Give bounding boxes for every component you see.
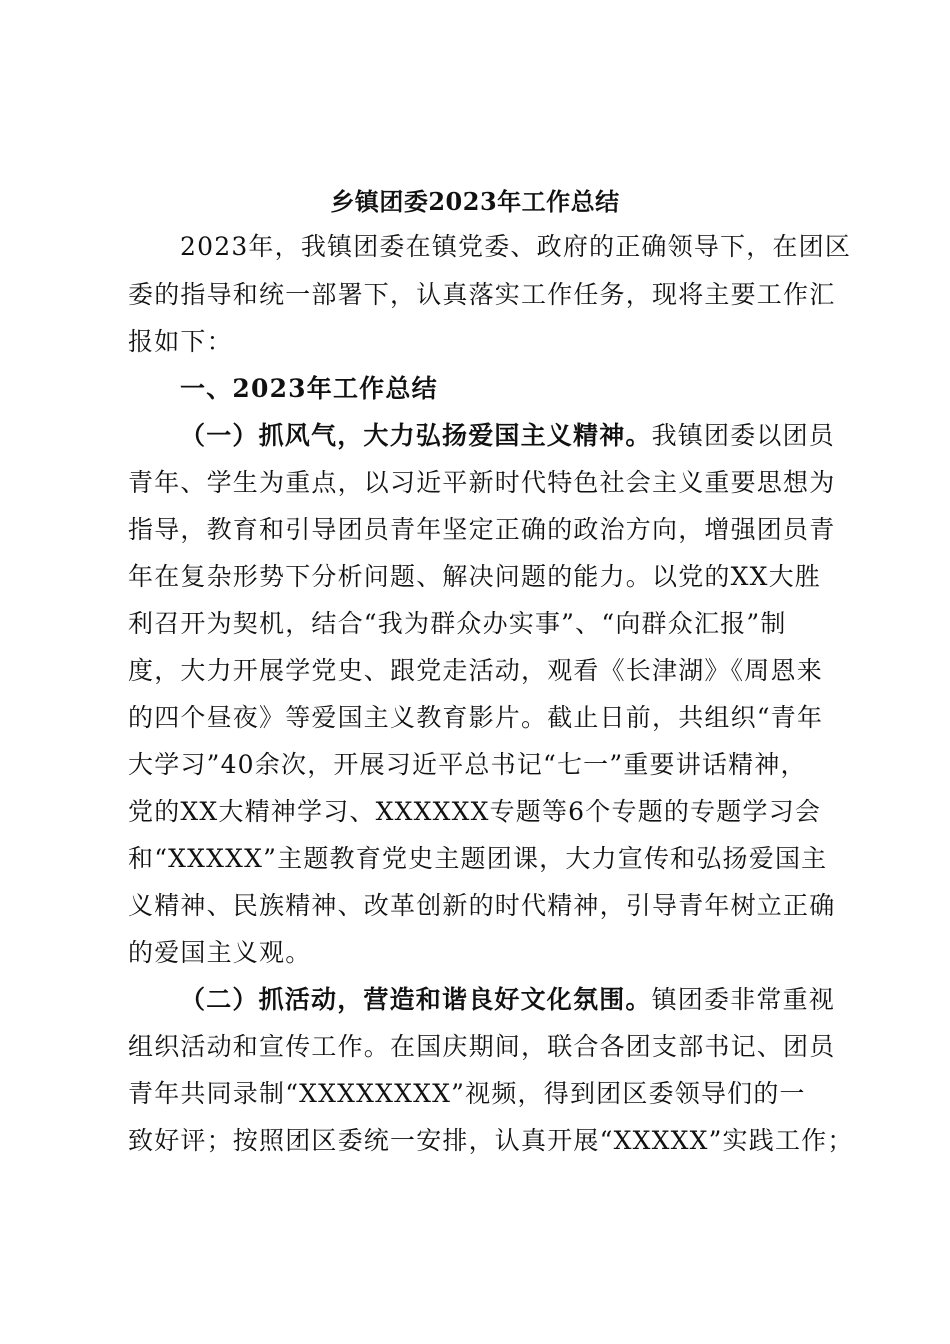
paragraph-line: 的爱国主义观。: [128, 938, 312, 967]
paragraph-line: 大学习”40余次，开展习近平总书记“七一”重要讲话精神，: [128, 750, 807, 779]
intro-line: 报如下：: [128, 327, 233, 356]
paragraph-line: [180, 416, 835, 456]
paragraph-line: [180, 980, 835, 1020]
paragraph-line: 和“XXXXX”主题教育党史主题团课，大力宣传和弘扬爱国主: [128, 844, 828, 873]
paragraph-line: 党的XX大精神学习、XXXXXX专题等6个专题的专题学习会: [128, 797, 822, 826]
subsection-heading: （二）抓活动，营造和谐良好文化氛围。: [180, 985, 652, 1014]
paragraph-line: 指导，教育和引导团员青年坚定正确的政治方向，增强团员青: [128, 515, 836, 544]
paragraph-line: 致好评；按照团区委统一安排，认真开展“XXXXX”实践工作；: [128, 1126, 854, 1155]
intro-line: 2023年，我镇团委在镇党委、政府的正确领导下，在团区: [180, 232, 852, 261]
paragraph-line: 义精神、民族精神、改革创新的时代精神，引导青年树立正确: [128, 891, 836, 920]
paragraph-line: 青年、学生为重点，以习近平新时代特色社会主义重要思想为: [128, 468, 836, 497]
paragraph-line: 组织活动和宣传工作。在国庆期间，联合各团支部书记、团员: [128, 1032, 836, 1061]
paragraph-line: 利召开为契机，结合“我为群众办实事”、“向群众汇报”制: [128, 609, 787, 638]
intro-line: 委的指导和统一部署下，认真落实工作任务，现将主要工作汇: [128, 280, 836, 309]
paragraph-text: 镇团委非常重视: [651, 985, 836, 1014]
paragraph-line: 年在复杂形势下分析问题、解决问题的能力。以党的XX大胜: [128, 562, 821, 591]
paragraph-line: 的四个昼夜》等爱国主义教育影片。截止日前，共组织“青年: [128, 703, 824, 732]
paragraph-text: 我镇团委以团员: [651, 421, 836, 450]
paragraph-line: 度，大力开展学党史、跟党走活动，观看《长津湖》《周恩来: [128, 656, 823, 685]
subsection-heading: （一）抓风气，大力弘扬爱国主义精神。: [180, 421, 652, 450]
document-title: 乡镇团委2023年工作总结: [330, 187, 620, 216]
section-heading: 一、2023年工作总结: [180, 374, 438, 403]
paragraph-line: 青年共同录制“XXXXXXXX”视频，得到团区委领导们的一: [128, 1079, 806, 1108]
